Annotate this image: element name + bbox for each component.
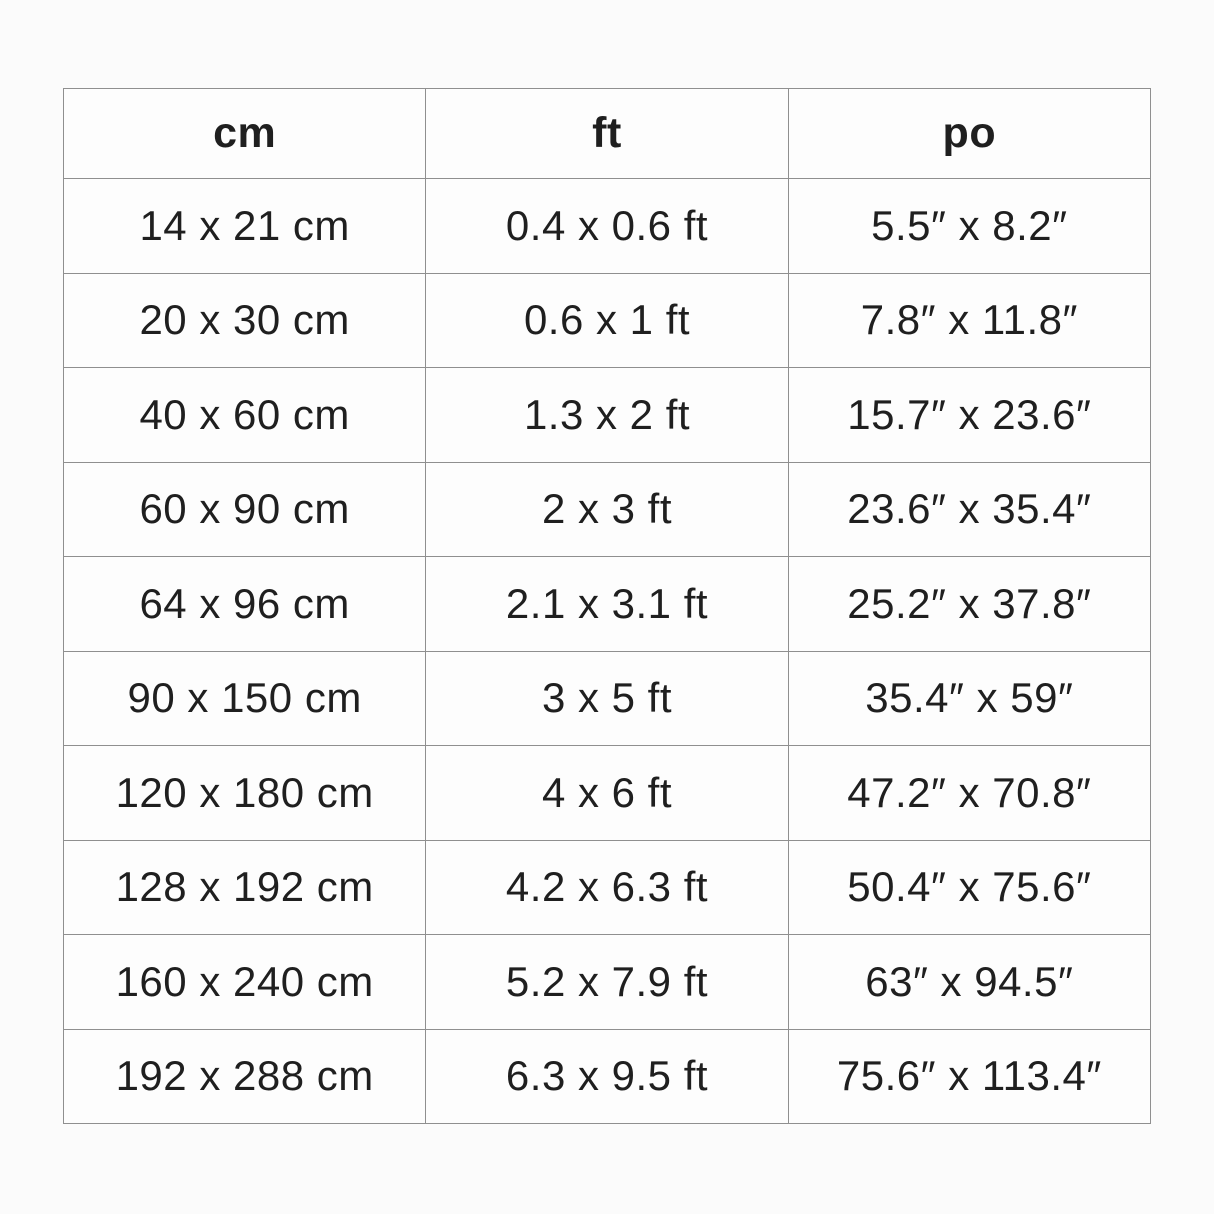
table-row xyxy=(64,1029,1151,1124)
table-row xyxy=(64,368,1151,463)
cell-ft: 0.6 x 1 ft xyxy=(426,273,788,368)
cell-ft: 3 x 5 ft xyxy=(426,651,788,746)
cell-cm: 64 x 96 cm xyxy=(64,557,426,652)
cell-cm: 60 x 90 cm xyxy=(64,462,426,557)
cell-po: 15.7″ x 23.6″ xyxy=(788,368,1150,463)
table-row xyxy=(64,179,1151,274)
cell-po: 47.2″ x 70.8″ xyxy=(788,746,1150,841)
cell-po: 63″ x 94.5″ xyxy=(788,935,1150,1030)
cell-po: 75.6″ x 113.4″ xyxy=(788,1029,1150,1124)
cell-ft: 2.1 x 3.1 ft xyxy=(426,557,788,652)
table-row xyxy=(64,746,1151,841)
table-row xyxy=(64,935,1151,1030)
cell-cm: 160 x 240 cm xyxy=(64,935,426,1030)
cell-po: 5.5″ x 8.2″ xyxy=(788,179,1150,274)
column-header-po: po xyxy=(788,89,1150,179)
cell-ft: 0.4 x 0.6 ft xyxy=(426,179,788,274)
cell-po: 50.4″ x 75.6″ xyxy=(788,840,1150,935)
cell-ft: 6.3 x 9.5 ft xyxy=(426,1029,788,1124)
cell-ft: 5.2 x 7.9 ft xyxy=(426,935,788,1030)
table-row xyxy=(64,273,1151,368)
cell-cm: 40 x 60 cm xyxy=(64,368,426,463)
cell-cm: 20 x 30 cm xyxy=(64,273,426,368)
cell-cm: 90 x 150 cm xyxy=(64,651,426,746)
cell-ft: 4.2 x 6.3 ft xyxy=(426,840,788,935)
table-body xyxy=(64,179,1151,1124)
cell-cm: 14 x 21 cm xyxy=(64,179,426,274)
cell-cm: 120 x 180 cm xyxy=(64,746,426,841)
cell-ft: 1.3 x 2 ft xyxy=(426,368,788,463)
table-row xyxy=(64,651,1151,746)
cell-po: 35.4″ x 59″ xyxy=(788,651,1150,746)
cell-po: 23.6″ x 35.4″ xyxy=(788,462,1150,557)
header-row xyxy=(64,89,1151,179)
table-row xyxy=(64,840,1151,935)
cell-ft: 2 x 3 ft xyxy=(426,462,788,557)
column-header-cm: cm xyxy=(64,89,426,179)
cell-po: 7.8″ x 11.8″ xyxy=(788,273,1150,368)
table-row xyxy=(64,557,1151,652)
cell-cm: 192 x 288 cm xyxy=(64,1029,426,1124)
table-header xyxy=(64,89,1151,179)
column-header-ft: ft xyxy=(426,89,788,179)
cell-po: 25.2″ x 37.8″ xyxy=(788,557,1150,652)
size-conversion-table xyxy=(63,88,1151,1124)
cell-ft: 4 x 6 ft xyxy=(426,746,788,841)
cell-cm: 128 x 192 cm xyxy=(64,840,426,935)
table-row xyxy=(64,462,1151,557)
